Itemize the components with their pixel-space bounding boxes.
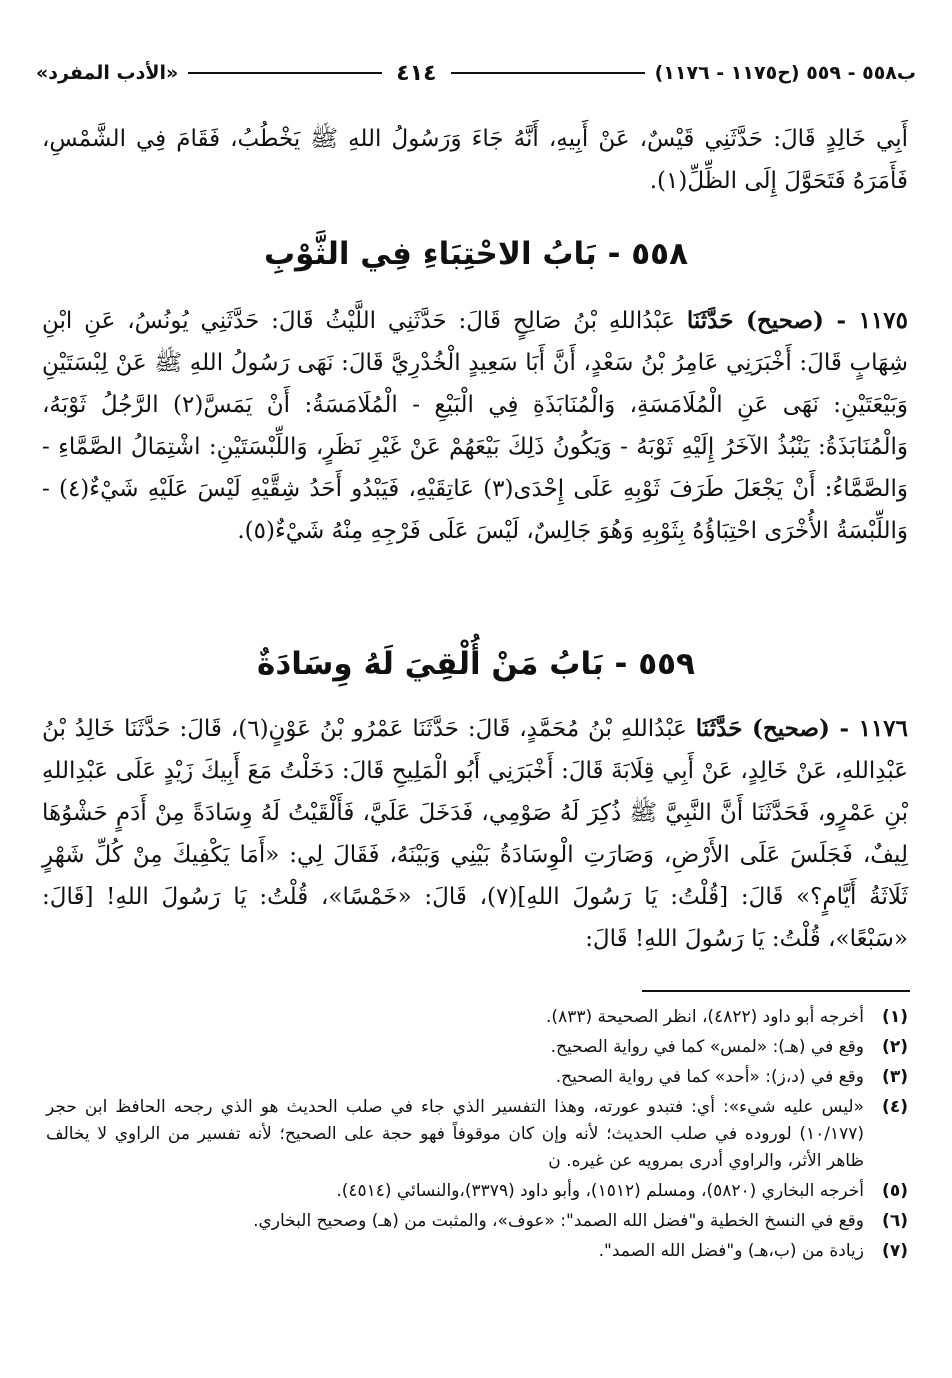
footnote-item [46,1034,908,1061]
footnote-item [46,1064,908,1091]
footnote-text: وقع في النسخ الخطية و"فضل الله الصمد": «عوف»، والمثبت من (هـ) وصحيح البخاري. [253,1211,864,1231]
footnote-item [46,1094,908,1175]
footnote-text: وقع في (هـ): «لمس» كما في رواية الصحيح. [550,1037,864,1057]
footnote-item [46,1238,908,1265]
book-title: «الأدب المفرد» [36,62,179,84]
footnote-text: «ليس عليه شيء»: أي: فتبدو عورته، وهذا التفسير الذي جاء في صلب الحديث هو الذي رجحه الحافظ ابن حجر (١٠/١٧٧) لوروده في صلب الحديث؛ لأنه وإن كان موقوفاً فهو حجة على الصحيح؛ لأنه تفسير من الراوي لا يخالف ظاهر الأثر، والراوي أدرى بمرويه عن غيره. ن [46,1097,864,1171]
header-rule-right [451,72,645,74]
footnote-number: (٦) [882,1211,908,1231]
footnote-number: (٧) [882,1241,908,1261]
footnote-text: وقع في (د،ز): «أحد» كما في رواية الصحيح. [555,1067,864,1087]
intro-paragraph: أَبِي خَالِدٍ قَالَ: حَدَّثَنِي قَيْسٌ، عَنْ أَبِيهِ، أَنَّهُ جَاءَ وَرَسُولُ اللهِ ﷺ يَخْطُبُ، فَقَامَ فِي الشَّمْسِ، فَأَمَرَهُ فَتَحَوَّلَ إِلَى الظِّلِّ(١). [42,126,908,194]
footnote-text: زيادة من (ب،هـ) و"فضل الله الصمد". [598,1241,864,1261]
footnote-number: (٣) [882,1067,908,1087]
chapter-558-title: ٥٥٨ - بَابُ الاحْتِبَاءِ فِي الثَّوْبِ [263,236,689,272]
hadith-1176-text: عَبْدُاللهِ بْنُ مُحَمَّدٍ، قَالَ: حَدَّثَنَا عَمْرُو بْنُ عَوْنٍ(٦)، قَالَ: حَدَّثَنَا خَالِدُ بْنُ عَبْدِاللهِ، عَنْ خَالِدٍ، عَنْ أَبِي قِلَابَةَ قَالَ: أَخْبَرَنِي أَبُو الْمَلِيحِ قَالَ: دَخَلْتُ مَعَ أَبِيكَ زَيْدٍ عَلَى عَبْدِاللهِ بْنِ عَمْرٍو، فَحَدَّثَنَا أَنَّ النَّبِيَّ ﷺ ذُكِرَ لَهُ صَوْمِي، فَدَخَلَ عَلَيَّ، فَأَلْقَيْتُ لَهُ وِسَادَةً مِنْ أَدَمٍ حَشْوُهَا لِيفٌ، فَجَلَسَ عَلَى الأَرْضِ، وَصَارَتِ الْوِسَادَةُ بَيْنِي وَبَيْنَهُ، فَقَالَ لِي: «أَمَا يَكْفِيكَ مِنْ كُلِّ شَهْرٍ ثَلَاثَةُ أَيَّامٍ؟» قَالَ: [قُلْتُ: يَا رَسُولَ اللهِ](٧)، قَالَ: «خَمْسًا»، قُلْتُ: يَا رَسُولَ اللهِ! [قَالَ: «سَبْعًا»، قُلْتُ: يَا رَسُولَ اللهِ! قَالَ: [42,716,908,952]
footnote-item [46,1178,908,1205]
hadith-1175-lead: ١١٧٥ - (صحيح) حَدَّثَنَا [686,307,908,334]
footnote-text: أخرجه البخاري (٥٨٢٠)، ومسلم (١٥١٢)، وأبو داود (٣٣٧٩)،والنسائي (٤٥١٤). [336,1181,864,1201]
hadith-1175-text: عَبْدُاللهِ بْنُ صَالِحٍ قَالَ: حَدَّثَنِي اللَّيْثُ قَالَ: حَدَّثَنِي يُونُسُ، عَنِ ابْنِ شِهَابٍ قَالَ: أَخْبَرَنِي عَامِرُ بْنُ سَعْدٍ، أَنَّ أَبَا سَعِيدٍ الْخُدْرِيَّ قَالَ: نَهَى رَسُولُ اللهِ ﷺ عَنْ لِبْسَتَيْنِ وَبَيْعَتَيْنِ: نَهَى عَنِ الْمُلَامَسَةِ، وَالْمُنَابَذَةِ فِي الْبَيْعِ - الْمُلَامَسَةُ: أَنْ يَمَسَّ(٢) الرَّجُلُ ثَوْبَهُ، وَالْمُنَابَذَةُ: يَنْبُذُ الآخَرُ إِلَيْهِ ثَوْبَهُ - وَيَكُونُ ذَلِكَ بَيْعَهُمْ عَنْ غَيْرِ نَظَرٍ، وَاللِّبْسَتَيْنِ: اشْتِمَالُ الصَّمَّاءِ - وَالصَّمَّاءُ: أَنْ يَجْعَلَ طَرَفَ ثَوْبِهِ عَلَى إِحْدَى(٣) عَاتِقَيْهِ، فَيَبْدُو أَحَدُ شِقَّيْهِ لَيْسَ عَلَيْهِ شَيْءٌ(٤) - وَاللِّبْسَةُ الأُخْرَى احْتِبَاؤُهُ بِثَوْبِهِ وَهُوَ جَالِسٌ، لَيْسَ عَلَى فَرْجِهِ مِنْهُ شَيْءٌ(٥). [42,308,908,544]
hadith-1176 [42,708,908,960]
header-range: ب٥٥٨ - ٥٥٩ (ح١١٧٥ - ١١٧٦) [654,62,916,84]
footnote-number: (١) [882,1007,908,1027]
footnote-separator [642,990,910,992]
footnotes-list [46,1004,908,1268]
footnote-number: (٥) [882,1181,908,1201]
hadith-1176-lead: ١١٧٦ - (صحيح) حَدَّثَنَا [695,715,908,742]
footnote-item [46,1208,908,1235]
footnote-item [46,1004,908,1031]
footnote-text: أخرجه أبو داود (٤٨٢٢)، انظر الصحيحة (٨٣٣). [546,1007,864,1027]
page-header [36,58,916,88]
footnote-number: (٤) [882,1097,908,1117]
footnote-number: (٢) [882,1037,908,1057]
chapter-559-title: ٥٥٩ - بَابُ مَنْ أُلْقِيَ لَهُ وِسَادَةٌ [257,646,695,682]
hadith-1175 [42,300,908,552]
page-number: ٤١٤ [396,60,437,86]
header-rule-left [188,72,382,74]
